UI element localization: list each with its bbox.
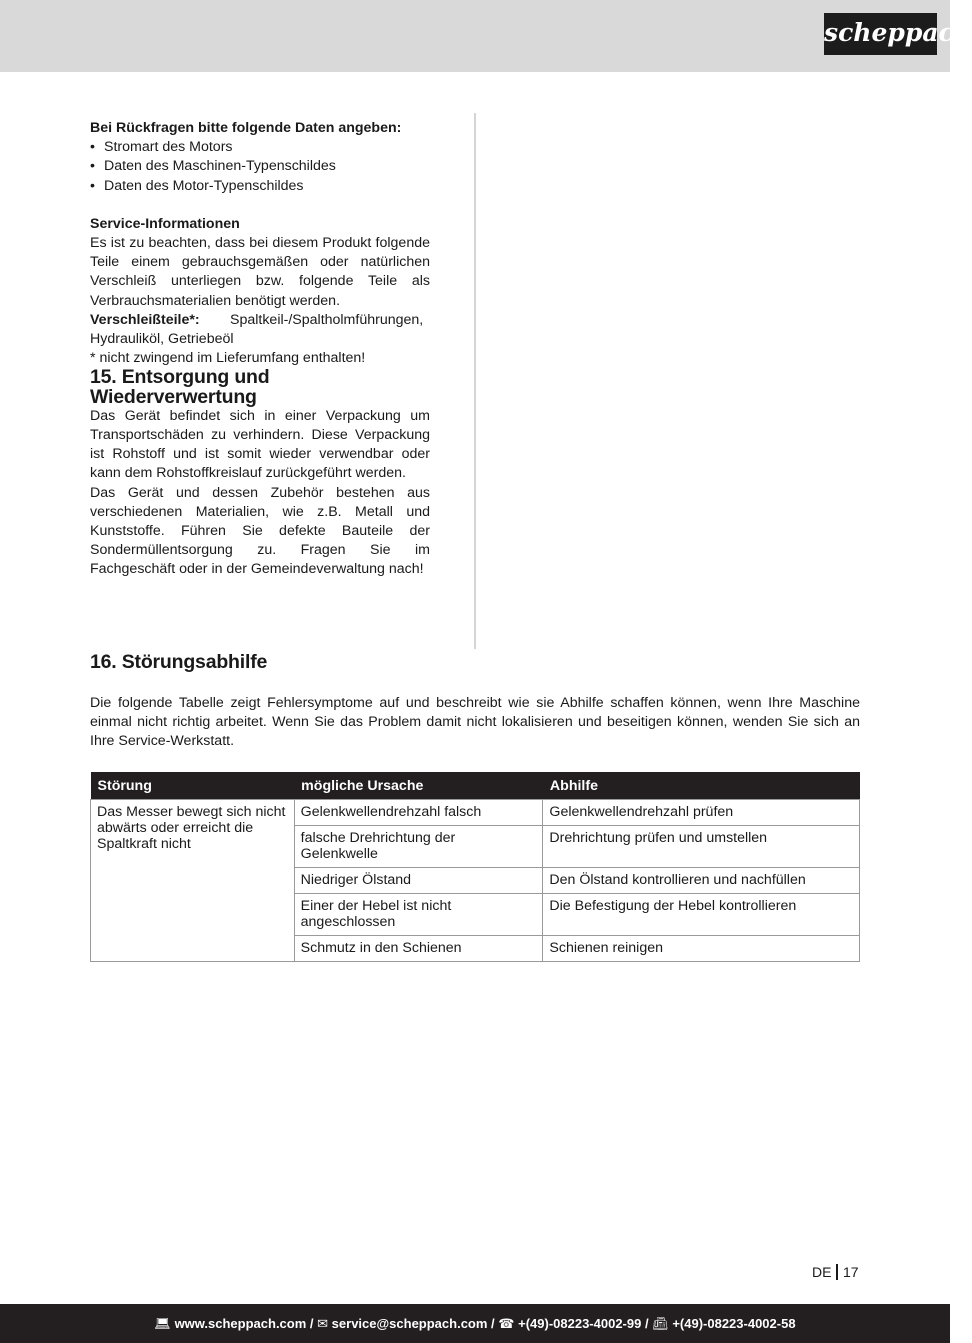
scheppach-logo: scheppach	[824, 13, 937, 55]
left-column	[90, 119, 430, 580]
cause-cell: Einer der Hebel ist nicht angeschlossen	[294, 894, 543, 936]
footer-phone: +(49)-08223-4002-99	[518, 1316, 642, 1331]
section-15-paragraph-1: Das Gerät befindet sich in einer Verpackung um Transportschäden zu verhindern. Diese Verpackung ist Rohstoff und ist somit wieder verwendbar oder kann dem Rohstoffkreislauf zurückgeführt werden.	[90, 407, 430, 482]
footer-fax: +(49)-08223-4002-58	[672, 1316, 796, 1331]
wear-parts-value-continued: Hydrauliköl, Getriebeöl	[90, 331, 234, 348]
cause-cell: Schmutz in den Schienen	[294, 936, 543, 962]
page-number	[812, 1264, 859, 1280]
troubleshooting-table	[90, 772, 860, 962]
section-15-paragraph-2: Das Gerät und dessen Zubehör bestehen aus verschiedenen Materialien, wie z.B. Metall und Kunststoffe. Führen Sie defekte Bauteile der Sondermüllentsorgung zu. Fragen Sie im Fachgeschäft oder in der Gemeindeverwaltung nach!	[90, 484, 430, 578]
remedy-cell: Drehrichtung prüfen und umstellen	[543, 826, 860, 868]
service-info-heading: Service-Informationen	[90, 215, 240, 232]
service-info-body: Es ist zu beachten, dass bei diesem Produkt folgende Teile einem gebrauchsgemäßen oder natürlichen Verschleiß unterliegen bzw. folgende Teile als Verbrauchsmaterialien benötigt werden.	[90, 235, 430, 309]
cause-cell: Niedriger Ölstand	[294, 868, 543, 894]
column-header: Abhilfe	[543, 772, 860, 800]
page-language: DE	[812, 1264, 832, 1280]
cause-cell: Gelenkwellendrehzahl falsch	[294, 800, 543, 826]
list-item: • Daten des Maschinen-Typenschildes	[90, 157, 430, 176]
page-number-value: 17	[842, 1264, 859, 1280]
footer-separator: /	[641, 1316, 653, 1331]
contact-heading: Bei Rückfragen bitte folgende Daten angeben:	[90, 120, 402, 136]
wear-parts-row	[90, 311, 430, 330]
column-divider	[474, 113, 476, 649]
wear-parts-value: Spaltkeil-/Spaltholmführungen,	[230, 311, 424, 328]
section-15-title: 15. Entsorgung und Wiederverwertung	[90, 366, 270, 408]
list-item: • Daten des Motor-Typenschildes	[90, 177, 430, 196]
footer-email[interactable]: service@scheppach.com	[331, 1316, 488, 1331]
column-header: mögliche Ursache	[294, 772, 543, 800]
email-icon: ✉︎	[317, 1316, 329, 1331]
fault-cell: Das Messer bewegt sich nicht abwärts oder erreicht die Spaltkraft nicht	[91, 800, 295, 962]
footer-separator: /	[306, 1316, 318, 1331]
section-16-title: 16. Störungsabhilfe	[90, 651, 268, 673]
fax-icon: 📠︎	[652, 1316, 669, 1331]
remedy-cell: Die Befestigung der Hebel kontrollieren	[543, 894, 860, 936]
footnote: * nicht zwingend im Lieferumfang enthalten!	[90, 350, 366, 367]
list-item: • Stromart des Motors	[90, 138, 430, 157]
table-row	[91, 800, 860, 826]
footer-website[interactable]: www.scheppach.com	[174, 1316, 307, 1331]
remedy-cell: Schienen reinigen	[543, 936, 860, 962]
wear-parts-label: Verschleißteile*:	[90, 311, 200, 328]
remedy-cell: Gelenkwellendrehzahl prüfen	[543, 800, 860, 826]
remedy-cell: Den Ölstand kontrollieren und nachfüllen	[543, 868, 860, 894]
cause-cell: falsche Drehrichtung der Gelenkwelle	[294, 826, 543, 868]
table-header-row	[91, 772, 860, 800]
footer-separator: /	[487, 1316, 499, 1331]
contact-list	[90, 138, 430, 196]
page-header	[0, 0, 950, 72]
column-header: Störung	[91, 772, 295, 800]
page-footer	[0, 1304, 950, 1343]
computer-icon: 💻︎	[154, 1316, 171, 1331]
page-number-divider	[836, 1264, 838, 1280]
section-16-intro: Die folgende Tabelle zeigt Fehlersymptome auf und beschreibt wie sie Abhilfe schaffen können, wenn Ihre Maschine einmal nicht richtig arbeitet. Wenn Sie das Problem damit nicht lokalisieren und beseitigen können, wenden Sie sich an Ihre Service-Werkstatt.	[90, 695, 860, 750]
phone-icon: ☎︎	[498, 1316, 515, 1331]
